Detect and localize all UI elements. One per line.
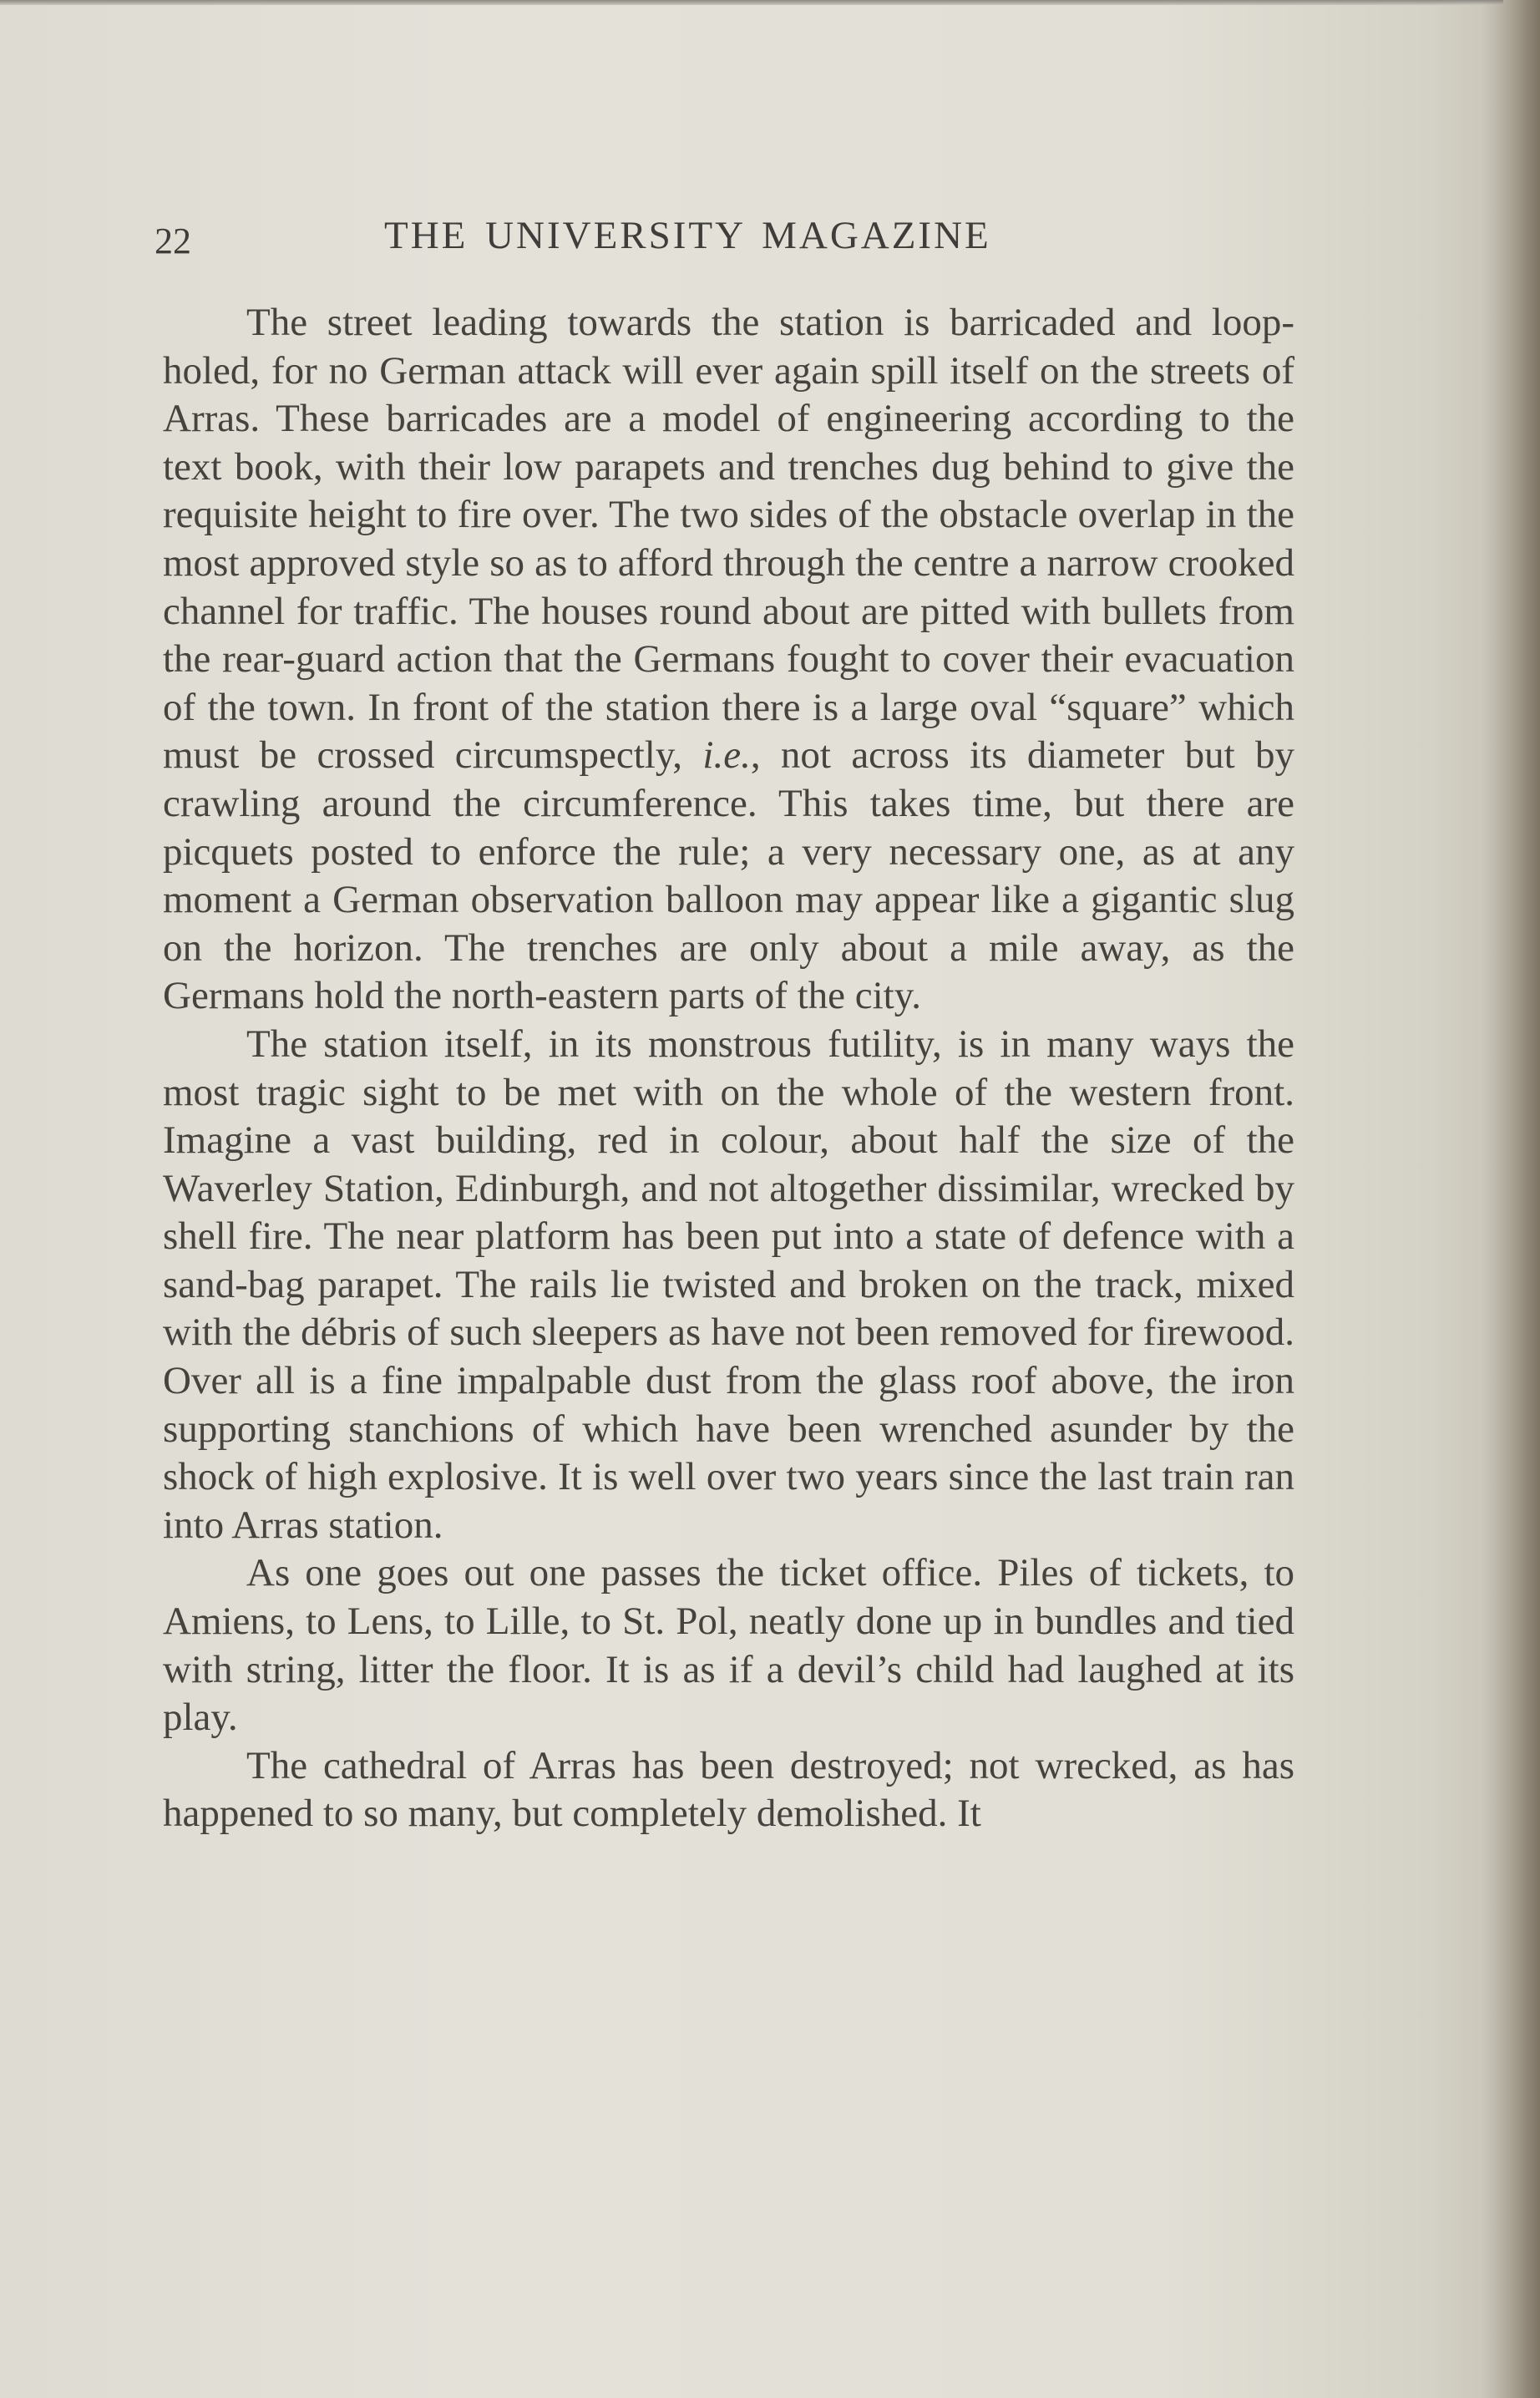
running-head [155, 213, 1324, 271]
page-number: 22 [155, 221, 191, 261]
spine-shadow [1482, 0, 1540, 2398]
paragraph-4: The cathedral of Arras has been destroyed; not wrecked, as has happened to so many, but completely demolished. It [163, 1743, 1294, 1836]
paragraph-1-text-a: The street leading towards the station is barricaded and loop-holed, for no German attack will ever again spill itself on the streets of Arras. These barricades are a model of engineering according to the text book, with their low parapets and trenches dug behind to give the requisite height to fire over. The two sides of the obstacle overlap in the most approved style so as to afford through the centre a narrow crooked channel for traffic. The houses round about are pitted with bullets from the rear-guard action that the Germans fought to cover their evacuation of the town. In front of the station there is a large oval “square” which must be crossed circumspectly, [163, 301, 1294, 778]
page-top-edge [0, 0, 1503, 5]
running-title: THE UNIVERSITY MAGAZINE [384, 214, 991, 257]
paragraph-1-italic: i.e. [702, 733, 751, 778]
paragraph-1-text-b: , not across its diameter but by crawling around the circumference. This takes time, but there are picquets posted to enforce the rule; a very necessary one, as at any moment a German observation balloon may appear like a gigantic slug on the horizon. The trenches are only about a mile away, as the Germans hold the north-eastern parts of the city. [163, 733, 1294, 1018]
paragraph-3: As one goes out one passes the ticket office. Piles of tickets, to Amiens, to Lens, to Lille, to St. Pol, neatly done up in bundles and tied with string, litter the floor. It is as if a devil’s child had laughed at its play. [163, 1551, 1294, 1740]
paragraph-2: The station itself, in its monstrous futility, is in many ways the most tragic sight to be met with on the whole of the western front. Imagine a vast building, red in colour, about half the size of the Waverley Station, Edinburgh, and not altogether dissimilar, wrecked by shell fire. The near platform has been put into a state of defence with a sand-bag parapet. The rails lie twisted and broken on the track, mixed with the débris of such sleepers as have not been removed for firewood. Over all is a fine impalpable dust from the glass roof above, the iron supporting stanchions of which have been wrenched asunder by the shock of high explosive. It is well over two years since the last train ran into Arras station. [163, 1022, 1294, 1547]
paragraph-1 [163, 299, 1294, 1021]
body-text [163, 299, 1294, 1838]
